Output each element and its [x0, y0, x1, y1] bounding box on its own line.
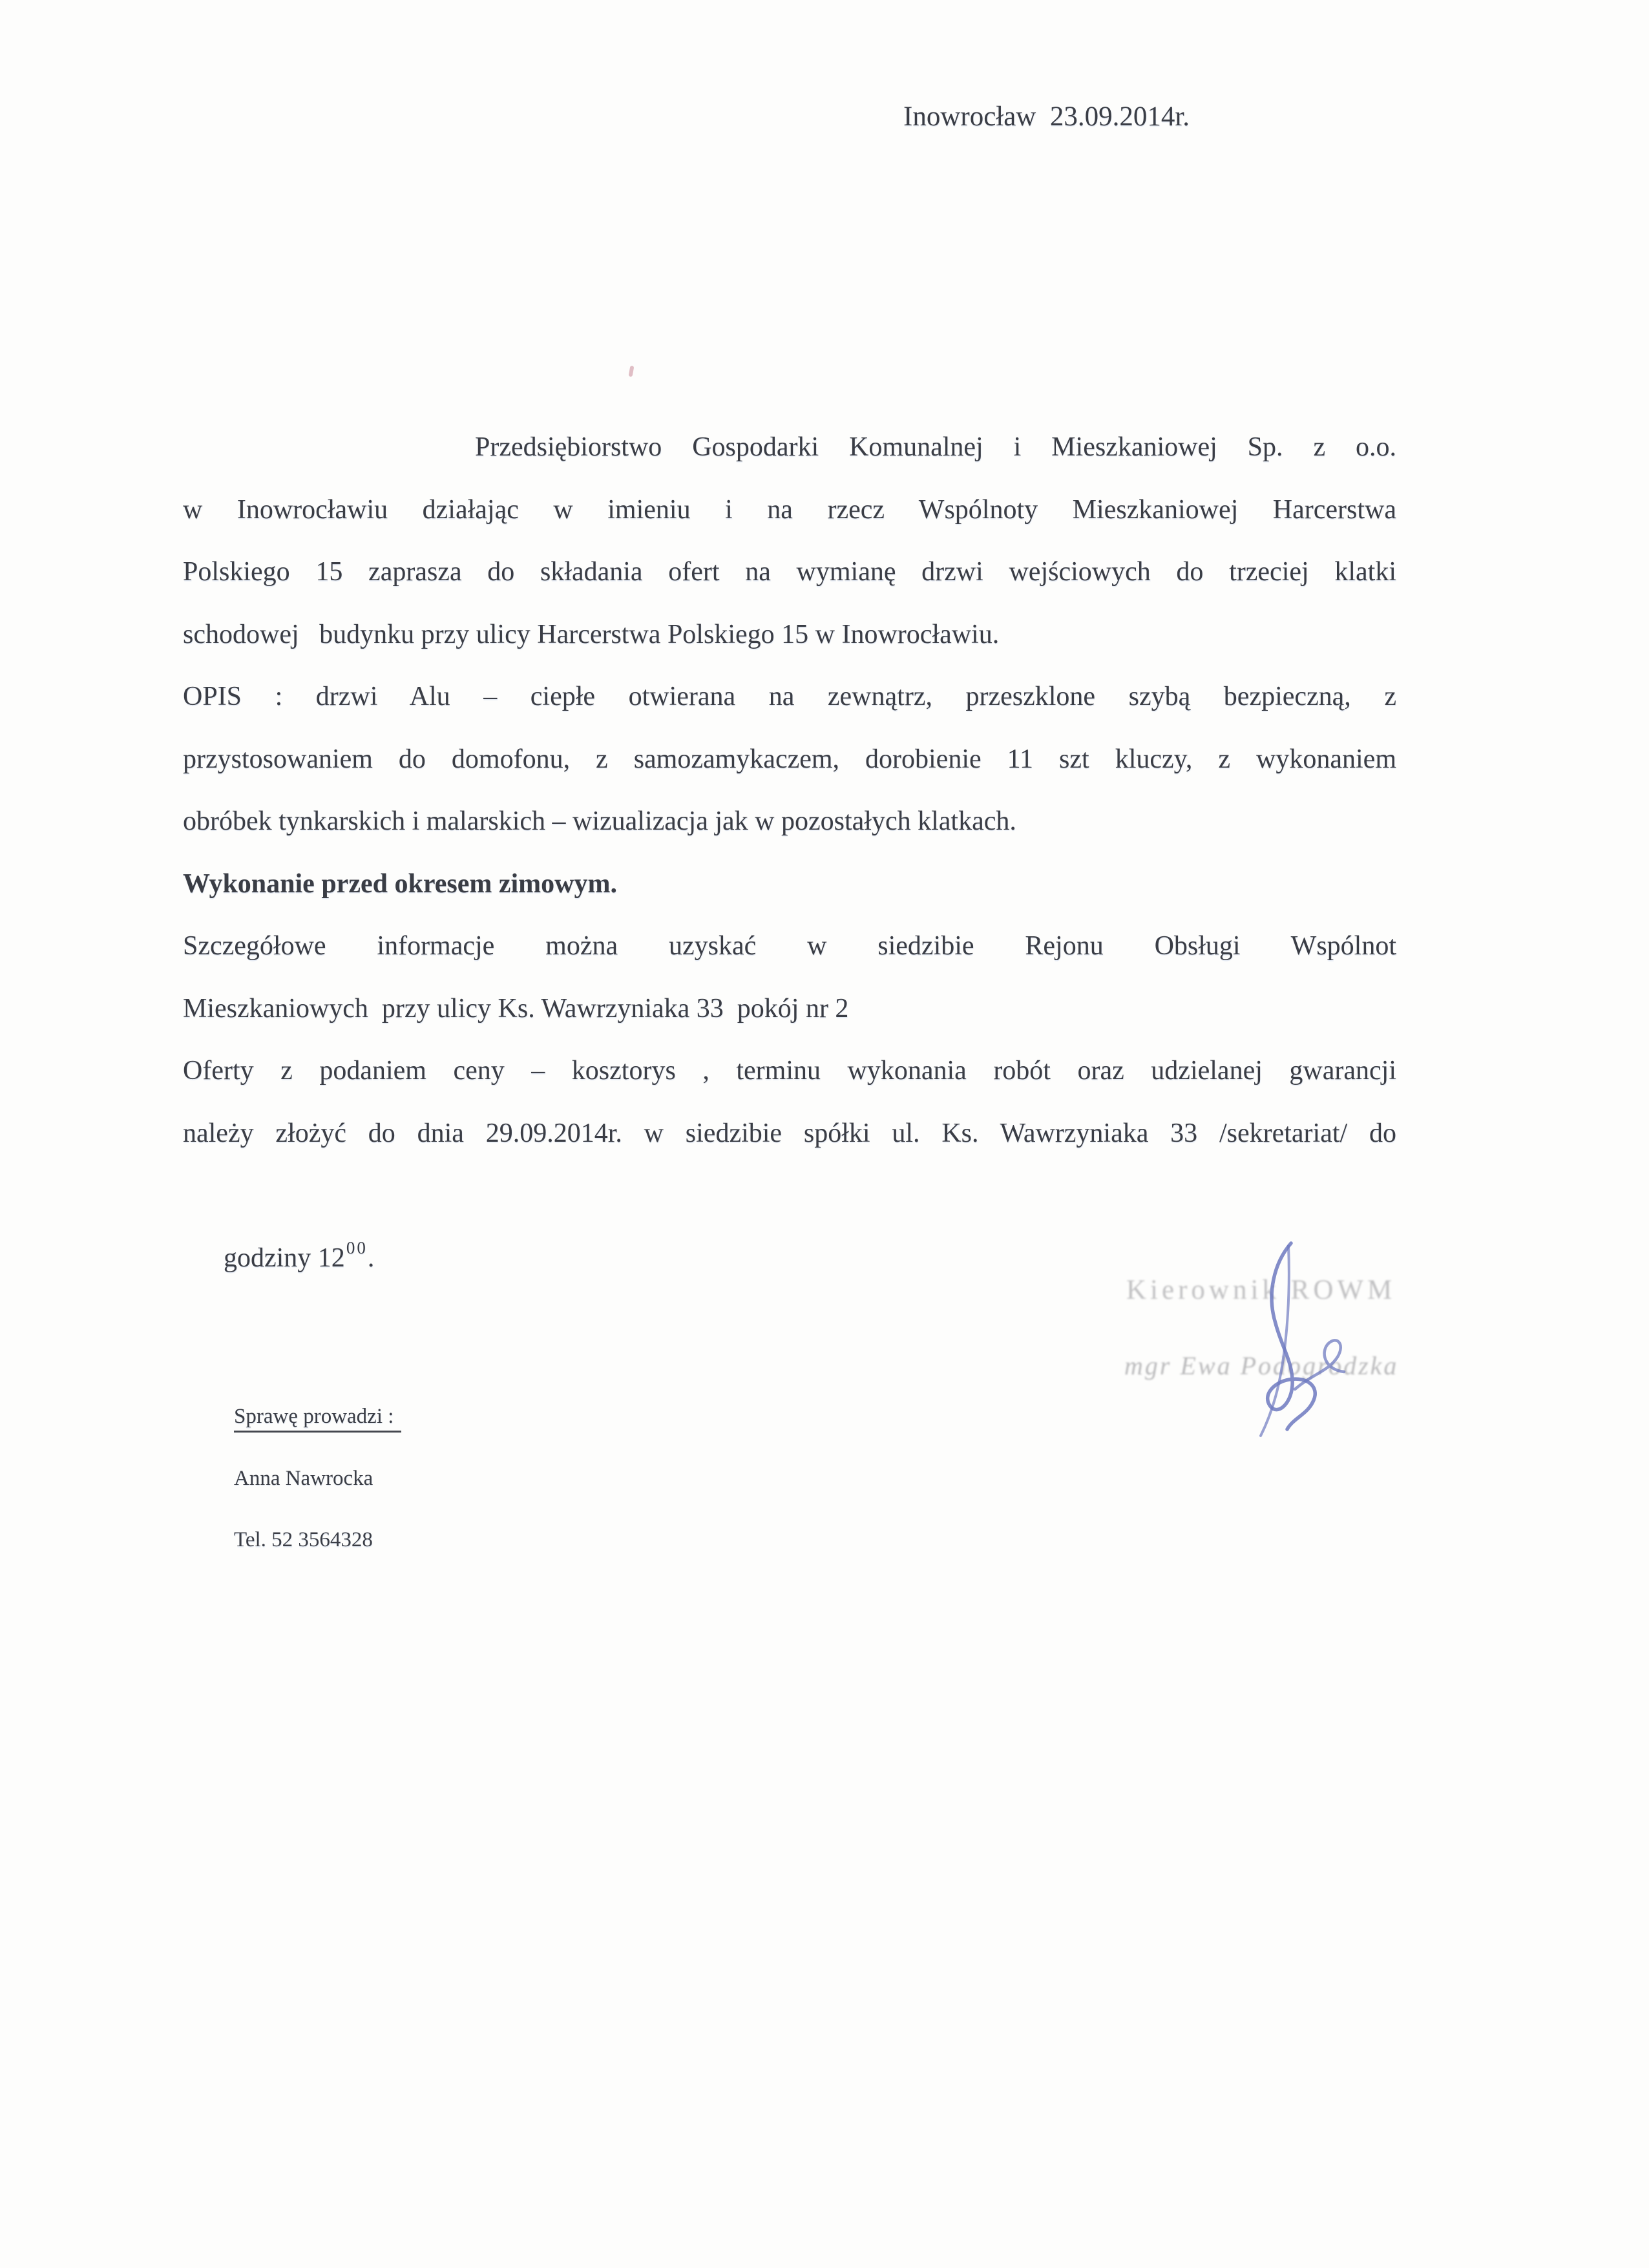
- body-line-1: Przedsiębiorstwo Gospodarki Komunalnej i Mieszkaniowej Sp. z o.o.: [475, 432, 1396, 462]
- contact-heading: Sprawę prowadzi :: [234, 1405, 401, 1433]
- dateline: Inowrocław 23.09.2014r.: [903, 101, 1190, 132]
- signature-stroke-flourish: [1295, 1340, 1344, 1389]
- time-superscript: 00: [346, 1237, 368, 1257]
- contact-person: Anna Nawrocka: [234, 1466, 373, 1490]
- deadline-emphasis-line: Wykonanie przed okresem zimowym.: [183, 868, 617, 899]
- contact-heading-line: [234, 1386, 401, 1448]
- contact-phone: Tel. 52 3564328: [234, 1528, 373, 1551]
- body-line-9: Szczegółowe informacje można uzyskać w siedzibie Rejonu Obsługi Wspólnot: [183, 931, 1396, 961]
- body-line-5: OPIS : drzwi Alu – ciepłe otwierana na zewnątrz, przeszklone szybą bezpieczną, z: [183, 682, 1396, 711]
- body-line-2: w Inowrocławiu działając w imieniu i na rzecz Wspólnoty Mieszkaniowej Harcerstwa: [183, 494, 1396, 525]
- letter-body: [183, 416, 1396, 1354]
- time-suffix: .: [367, 1243, 375, 1273]
- body-line-7: obróbek tynkarskich i malarskich – wizualizacja jak w pozostałych klatkach.: [183, 806, 1016, 836]
- stamp-title-text: Kierownik ROWM: [1126, 1275, 1396, 1305]
- body-line-3: Polskiego 15 zaprasza do składania ofert na wymianę drzwi wejściowych do trzeciej klatki: [183, 557, 1396, 587]
- time-prefix: godziny 12: [224, 1243, 345, 1273]
- handwritten-signature: [1197, 1235, 1371, 1442]
- body-line-10: Mieszkaniowych przy ulicy Ks. Wawrzyniaka 33 pokój nr 2: [183, 993, 849, 1024]
- body-line-11: Oferty z podaniem ceny – kosztorys , terminu wykonania robót oraz udzielanej gwarancji: [183, 1056, 1396, 1086]
- contact-block: [234, 1386, 401, 1571]
- body-line-4: schodowej budynku przy ulicy Harcerstwa Polskiego 15 w Inowrocławiu.: [183, 619, 1000, 649]
- body-line-12: należy złożyć do dnia 29.09.2014r. w siedzibie spółki ul. Ks. Wawrzyniaka 33 /sekretariat/ do: [183, 1118, 1396, 1148]
- body-line-6: przystosowaniem do domofonu, z samozamykaczem, dorobienie 11 szt kluczy, z wykonaniem: [183, 744, 1396, 774]
- scan-artifact-speck: [629, 366, 635, 377]
- stamp-name-text: mgr Ewa Podogrodzka: [1124, 1351, 1399, 1380]
